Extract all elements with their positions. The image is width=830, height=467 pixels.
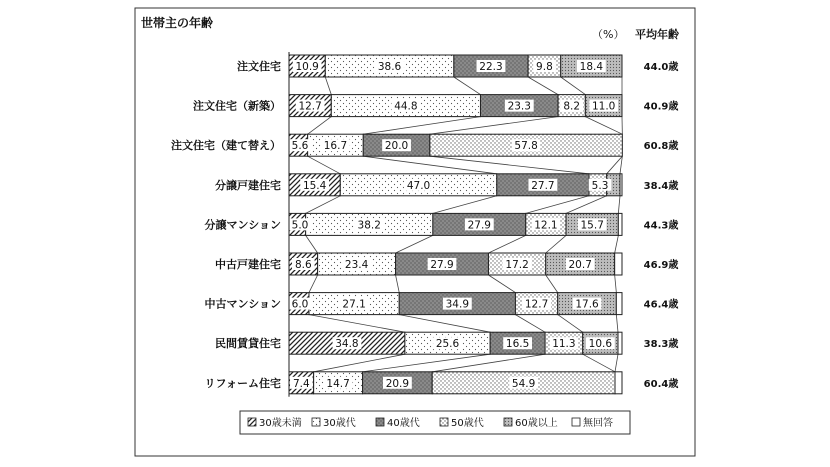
data-label: 27.9 [430, 259, 454, 271]
data-label: 5.3 [591, 179, 609, 192]
data-label: 17.2 [505, 259, 529, 271]
category-label: リフォーム住宅 [204, 376, 281, 390]
bars-group [289, 52, 623, 397]
legend-label: 40歳代 [387, 418, 420, 429]
data-label: 8.6 [294, 259, 312, 271]
legend-swatch [376, 418, 384, 426]
category-label: 分譲マンション [204, 218, 281, 232]
legend-swatch [504, 418, 512, 426]
data-label: 5.6 [291, 140, 309, 153]
data-label: 16.5 [505, 338, 530, 351]
data-label: 27.1 [342, 298, 366, 311]
data-label: 10.9 [295, 61, 319, 73]
bar-segment [618, 213, 622, 235]
category-label: 民間賃貸住宅 [215, 337, 281, 351]
legend-swatch [248, 418, 256, 426]
data-label: 15.4 [302, 179, 327, 192]
average-age-value: 46.9歳 [643, 260, 679, 271]
category-label: 中古マンション [204, 297, 281, 311]
data-label: 14.7 [326, 377, 350, 390]
chart-title: 世帯主の年齢 [141, 16, 214, 30]
legend-label: 50歳代 [451, 418, 484, 429]
legend-label: 30歳未満 [259, 418, 302, 429]
bar-segment [615, 372, 622, 394]
data-label: 38.6 [377, 61, 402, 73]
data-label: 22.3 [479, 61, 503, 73]
legend-swatch [440, 418, 448, 426]
data-label: 44.8 [394, 100, 418, 113]
data-label: 20.9 [385, 377, 410, 390]
data-label: 25.6 [435, 338, 460, 351]
data-label: 12.1 [534, 219, 558, 232]
data-label: 54.9 [511, 377, 536, 390]
data-label: 5.0 [291, 219, 309, 232]
category-label: 注文住宅（新築） [193, 99, 281, 113]
data-label: 38.2 [357, 219, 381, 232]
data-label: 16.7 [323, 140, 348, 153]
legend-label: 無回答 [583, 418, 613, 429]
average-age-value: 60.4歳 [643, 378, 679, 390]
average-age-value: 46.4歳 [643, 299, 679, 311]
data-label: 10.6 [588, 338, 613, 351]
legend-swatch [312, 418, 320, 426]
data-label: 23.4 [344, 259, 369, 271]
legend-label: 30歳代 [323, 418, 356, 429]
category-label: 分譲戸建住宅 [215, 178, 281, 192]
bar-segment [616, 293, 622, 315]
unit-label: （%） [592, 28, 625, 41]
data-label: 27.7 [531, 179, 555, 192]
average-age-value: 40.9歳 [643, 101, 679, 113]
data-label: 17.6 [575, 298, 599, 311]
category-label: 注文住宅 [237, 60, 281, 73]
data-label: 11.0 [591, 100, 616, 113]
data-label: 12.7 [298, 100, 322, 113]
legend-swatch [572, 418, 580, 426]
bar-segment [618, 332, 622, 354]
data-label: 8.2 [563, 100, 581, 113]
data-label: 15.7 [580, 219, 604, 232]
data-label: 20.7 [568, 259, 592, 271]
average-age-value: 38.4歳 [643, 180, 679, 192]
data-label: 34.9 [445, 298, 470, 311]
data-label: 12.7 [524, 298, 549, 311]
bar-segment [615, 253, 622, 275]
category-label: 中古戸建住宅 [215, 258, 281, 271]
data-label: 9.8 [536, 61, 553, 73]
data-label: 27.9 [467, 219, 492, 232]
data-label: 20.0 [384, 140, 409, 153]
data-label: 18.4 [579, 61, 604, 73]
average-age-value: 44.3歳 [643, 220, 679, 232]
data-label: 47.0 [406, 179, 431, 192]
data-label: 23.3 [507, 100, 531, 113]
category-label: 注文住宅（建て替え） [171, 139, 281, 153]
data-label: 11.3 [552, 338, 576, 351]
data-label: 7.4 [292, 377, 310, 390]
average-age-header: 平均年齢 [635, 28, 679, 41]
data-label: 34.8 [335, 338, 359, 351]
average-age-value: 44.0歳 [643, 62, 679, 73]
bar-segment [620, 174, 622, 196]
average-age-value: 60.8歳 [643, 141, 679, 153]
data-label: 57.8 [514, 140, 538, 153]
average-age-labels [644, 60, 679, 390]
data-label: 6.0 [291, 298, 309, 311]
average-age-value: 38.3歳 [643, 339, 679, 351]
legend-label: 60歳以上 [515, 418, 558, 429]
